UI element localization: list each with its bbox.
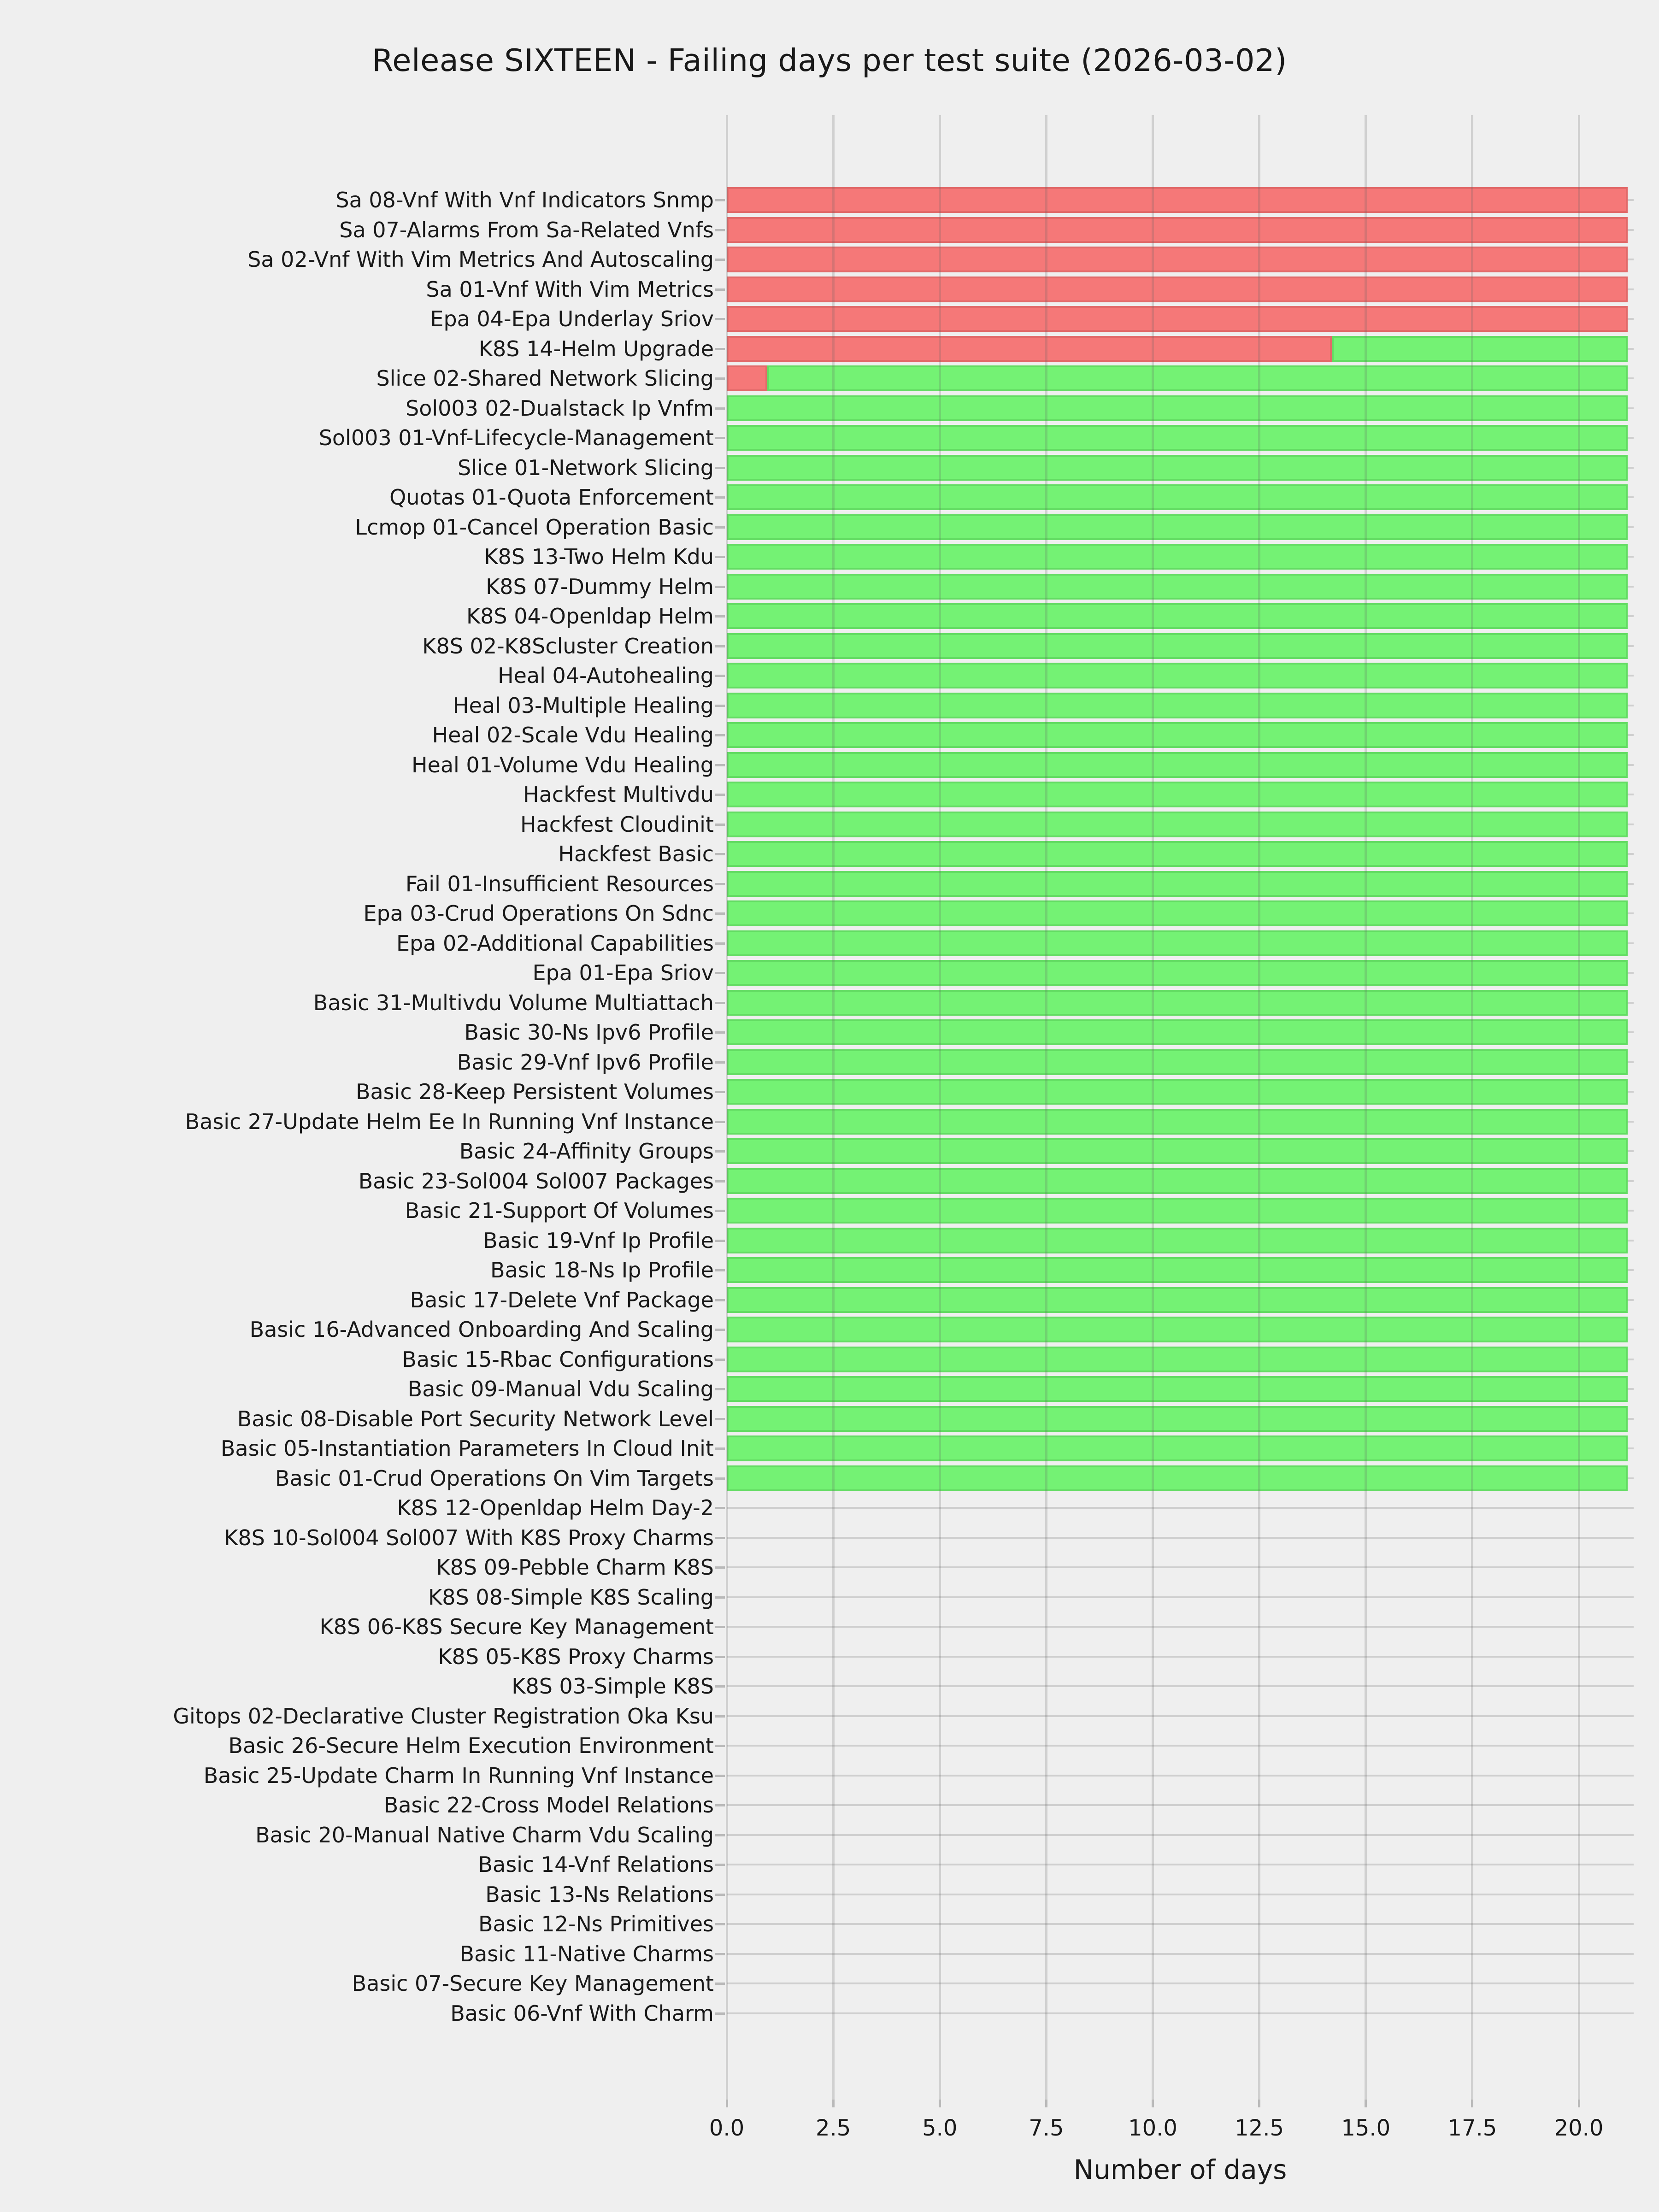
y-tick [715, 942, 725, 945]
x-tick-label: 5.0 [922, 2115, 958, 2141]
y-tick [715, 1566, 725, 1569]
bar-passing-segment [727, 1376, 1628, 1402]
bar-passing-segment [767, 365, 1628, 391]
suite-label: Heal 01-Volume Vdu Healing [411, 752, 714, 777]
suite-label: Basic 21-Support Of Volumes [405, 1198, 714, 1223]
suite-row [247, 245, 1634, 275]
gridline-vertical [1258, 115, 1260, 2100]
y-tick [715, 764, 725, 766]
suite-row [402, 1345, 1634, 1375]
suite-row [459, 1136, 1634, 1166]
suite-row [520, 810, 1634, 840]
x-tick [1578, 2100, 1580, 2107]
suite-row [396, 929, 1634, 959]
y-tick [715, 199, 725, 201]
suite-label: K8S 08-Simple K8S Scaling [428, 1584, 714, 1610]
y-tick [715, 1121, 725, 1123]
suite-label: Fail 01-Insufficient Resources [405, 871, 714, 896]
suite-row [224, 1523, 1634, 1553]
gridline-vertical [1152, 115, 1154, 2100]
bar-passing-segment [727, 1109, 1628, 1135]
suite-row [432, 720, 1634, 750]
y-tick [715, 705, 725, 707]
y-tick [715, 1299, 725, 1301]
bar-passing-segment [727, 633, 1628, 659]
gridline-vertical [832, 115, 835, 2100]
y-tick [715, 1596, 725, 1599]
x-tick-label: 0.0 [709, 2115, 745, 2141]
y-tick [715, 1804, 725, 1806]
y-tick [715, 1537, 725, 1539]
y-tick [715, 1864, 725, 1866]
suite-row [376, 364, 1634, 394]
bar-passing-segment [727, 960, 1628, 986]
y-tick [715, 883, 725, 885]
suite-row [173, 1701, 1634, 1731]
y-tick [715, 1626, 725, 1628]
suite-label: Basic 18-Ns Ip Profile [490, 1258, 714, 1282]
suite-label: Basic 28-Keep Persistent Volumes [355, 1079, 714, 1104]
suite-label: Basic 25-Update Charm In Running Vnf Instance [203, 1763, 714, 1788]
bar-passing-segment [727, 1079, 1628, 1105]
suite-label: Basic 14-Vnf Relations [478, 1852, 714, 1877]
y-tick [715, 1507, 725, 1509]
y-tick [715, 1656, 725, 1658]
suite-row [532, 958, 1634, 988]
suite-row [355, 1077, 1634, 1107]
bar-failing-segment [727, 365, 767, 391]
suite-label: K8S 07-Dummy Helm [486, 574, 714, 599]
x-tick-label: 10.0 [1128, 2115, 1177, 2141]
suite-label: K8S 03-Simple K8S [512, 1674, 714, 1699]
suite-label: Basic 27-Update Helm Ee In Running Vnf Instance [185, 1109, 714, 1134]
suite-row [406, 394, 1634, 424]
suite-label: Basic 01-Crud Operations On Vim Targets [275, 1465, 714, 1491]
y-tick [715, 1983, 725, 1985]
suite-row [275, 1464, 1634, 1494]
x-axis-label: Number of days [1073, 2154, 1287, 2185]
x-tick-label: 15.0 [1341, 2115, 1391, 2141]
suite-row [464, 1018, 1634, 1047]
bar-passing-segment [727, 544, 1628, 570]
suite-label: Basic 30-Ns Ipv6 Profile [464, 1020, 714, 1045]
suite-row [352, 1969, 1634, 1999]
bar-passing-segment [727, 455, 1628, 481]
y-tick [715, 645, 725, 647]
suite-row [558, 839, 1634, 869]
suite-label: K8S 02-K8Scluster Creation [422, 633, 714, 659]
suite-label: Epa 01-Epa Sriov [532, 960, 714, 985]
suite-label: Basic 16-Advanced Onboarding And Scaling [249, 1317, 714, 1342]
bar-passing-segment [727, 1049, 1628, 1075]
suite-label: K8S 10-Sol004 Sol007 With K8S Proxy Charms [224, 1525, 714, 1550]
x-tick [726, 2100, 728, 2107]
y-tick [715, 496, 725, 499]
suite-row [490, 1255, 1634, 1285]
suite-row [220, 1434, 1634, 1464]
suite-row [255, 1820, 1634, 1850]
y-tick [715, 288, 725, 291]
suite-label: Basic 15-Rbac Configurations [402, 1347, 714, 1372]
suite-label: Basic 24-Affinity Groups [459, 1139, 714, 1164]
x-tick [1152, 2100, 1154, 2107]
suite-row [185, 1107, 1634, 1137]
y-tick [715, 1745, 725, 1747]
bar-passing-segment [727, 1019, 1628, 1045]
suite-row [249, 1315, 1634, 1345]
y-tick [715, 1715, 725, 1718]
suite-row [457, 1047, 1634, 1077]
suite-label: K8S 13-Two Helm Kdu [484, 544, 714, 569]
suite-label: Basic 05-Instantiation Parameters In Cloud Init [220, 1436, 714, 1461]
suite-label: K8S 06-K8S Secure Key Management [319, 1614, 714, 1639]
y-tick [715, 377, 725, 380]
bar-failing-segment [727, 336, 1332, 362]
suite-label: K8S 09-Pebble Charm K8S [436, 1555, 714, 1580]
suite-row [486, 572, 1634, 602]
y-tick [715, 972, 725, 974]
bar-passing-segment [727, 603, 1628, 629]
suite-label: Epa 03-Crud Operations On Sdnc [363, 901, 714, 926]
y-tick [715, 675, 725, 677]
suite-label: Basic 31-Multivdu Volume Multiattach [313, 990, 714, 1015]
bar-passing-segment [727, 722, 1628, 748]
suite-row [459, 1939, 1634, 1969]
bar-failing-segment [727, 187, 1628, 213]
y-tick [715, 1418, 725, 1420]
suite-row [430, 304, 1634, 334]
suite-label: K8S 12-Openldap Helm Day-2 [397, 1495, 714, 1520]
suite-row [478, 334, 1634, 364]
suite-row [498, 661, 1634, 691]
suite-row [450, 1999, 1634, 2029]
suite-row [335, 185, 1634, 215]
suite-row [458, 453, 1634, 483]
suite-row [485, 1880, 1634, 1910]
plot-area [173, 115, 1634, 2185]
suite-label: Heal 03-Multiple Healing [453, 693, 714, 718]
suite-row [512, 1671, 1634, 1701]
suite-row [405, 869, 1634, 899]
y-tick [715, 912, 725, 915]
y-tick [715, 556, 725, 558]
x-tick [939, 2100, 941, 2107]
suite-row [428, 1583, 1634, 1612]
suite-label: Quotas 01-Quota Enforcement [389, 485, 714, 510]
bar-passing-segment [1332, 336, 1628, 362]
suite-row [438, 1642, 1634, 1672]
y-tick [715, 1091, 725, 1093]
suite-row [389, 482, 1634, 512]
suite-row [397, 1493, 1634, 1523]
y-tick [715, 259, 725, 261]
suite-row [237, 1404, 1634, 1434]
y-tick [715, 1775, 725, 1777]
y-tick [715, 1447, 725, 1450]
suite-label: K8S 14-Helm Upgrade [478, 336, 714, 361]
bar-failing-segment [727, 306, 1628, 332]
suite-label: Basic 13-Ns Relations [485, 1882, 714, 1907]
suite-row [318, 423, 1634, 453]
suite-row [436, 1553, 1634, 1583]
y-tick [715, 1953, 725, 1955]
suite-label: Epa 02-Additional Capabilities [396, 930, 714, 956]
suite-label: Basic 29-Vnf Ipv6 Profile [457, 1049, 714, 1075]
bar-passing-segment [727, 1287, 1628, 1313]
bar-passing-segment [727, 1257, 1628, 1283]
bar-passing-segment [727, 990, 1628, 1016]
y-tick [715, 615, 725, 618]
x-tick [1365, 2100, 1367, 2107]
y-tick [715, 1359, 725, 1361]
y-tick [715, 824, 725, 826]
y-tick [715, 526, 725, 529]
suite-label: Lcmop 01-Cancel Operation Basic [355, 514, 714, 540]
y-tick [715, 1150, 725, 1153]
suite-row [426, 275, 1634, 305]
suite-label: Basic 12-Ns Primitives [478, 1912, 714, 1936]
gridline-vertical [1471, 115, 1473, 2100]
y-tick [715, 2012, 725, 2015]
y-tick [715, 318, 725, 320]
x-tick-label: 2.5 [815, 2115, 851, 2141]
suite-row [407, 1374, 1634, 1404]
x-tick [1258, 2100, 1260, 2107]
y-tick [715, 1061, 725, 1064]
suite-row [466, 601, 1634, 631]
bar-passing-segment [727, 812, 1628, 837]
y-tick [715, 1210, 725, 1212]
suite-row [483, 1226, 1634, 1256]
suite-row [383, 1790, 1634, 1820]
bar-passing-segment [727, 1317, 1628, 1342]
suite-row [453, 691, 1634, 721]
y-tick [715, 229, 725, 231]
suite-label: Sa 01-Vnf With Vim Metrics [426, 276, 714, 302]
y-tick [715, 467, 725, 469]
suite-row [523, 780, 1634, 810]
x-tick-label: 12.5 [1235, 2115, 1284, 2141]
gridline-vertical [1045, 115, 1047, 2100]
y-tick [715, 1685, 725, 1688]
bar-passing-segment [727, 1168, 1628, 1194]
suite-row [358, 1166, 1634, 1196]
y-tick [715, 1834, 725, 1836]
x-tick-label: 7.5 [1029, 2115, 1064, 2141]
bar-passing-segment [727, 1347, 1628, 1372]
bar-passing-segment [727, 930, 1628, 956]
y-tick [715, 407, 725, 410]
bar-passing-segment [727, 514, 1628, 540]
y-tick [715, 437, 725, 439]
bar-passing-segment [727, 1228, 1628, 1253]
bar-passing-segment [727, 841, 1628, 867]
y-tick [715, 853, 725, 855]
gridline-vertical [1578, 115, 1580, 2100]
y-tick [715, 586, 725, 588]
suite-row [411, 750, 1634, 780]
gridline-vertical [726, 115, 728, 2100]
bar-passing-segment [727, 900, 1628, 926]
suite-label: Hackfest Cloudinit [520, 812, 714, 837]
y-tick [715, 1269, 725, 1271]
chart-title: Release SIXTEEN - Failing days per test suite (2026-03-02) [372, 42, 1287, 78]
bar-failing-segment [727, 217, 1628, 243]
bar-failing-segment [727, 276, 1628, 302]
bar-passing-segment [727, 782, 1628, 807]
gridline-vertical [1365, 115, 1367, 2100]
suite-row [478, 1909, 1634, 1939]
y-tick [715, 794, 725, 796]
suite-row [422, 631, 1634, 661]
suite-label: Basic 11-Native Charms [459, 1941, 714, 1966]
bar-failing-segment [727, 247, 1628, 272]
bar-passing-segment [727, 1138, 1628, 1164]
suite-label: Sa 02-Vnf With Vim Metrics And Autoscaling [247, 247, 714, 272]
y-tick [715, 1180, 725, 1182]
suite-row [478, 1850, 1634, 1880]
bar-passing-segment [727, 1198, 1628, 1224]
bar-passing-segment [727, 574, 1628, 600]
suite-row [405, 1196, 1634, 1226]
y-tick [715, 1894, 725, 1896]
bar-passing-segment [727, 752, 1628, 778]
bar-passing-segment [727, 871, 1628, 897]
suite-row [313, 988, 1634, 1018]
y-tick [715, 1031, 725, 1034]
suite-label: K8S 05-K8S Proxy Charms [438, 1644, 714, 1669]
x-tick [832, 2100, 835, 2107]
suite-label: Sol003 02-Dualstack Ip Vnfm [406, 395, 714, 421]
bar-passing-segment [727, 1406, 1628, 1432]
suite-label: Hackfest Multivdu [523, 782, 714, 807]
suite-row [339, 215, 1634, 245]
suite-row [484, 542, 1634, 572]
suite-label: Basic 06-Vnf With Charm [450, 2000, 714, 2026]
suite-row [363, 899, 1634, 929]
suite-row [203, 1761, 1634, 1791]
x-tick [1045, 2100, 1047, 2107]
gridline-vertical [939, 115, 941, 2100]
suite-row [319, 1612, 1634, 1642]
x-tick-label: 17.5 [1447, 2115, 1497, 2141]
bar-passing-segment [727, 425, 1628, 451]
suite-label: Slice 02-Shared Network Slicing [376, 366, 714, 391]
bar-passing-segment [727, 693, 1628, 718]
suite-label: Hackfest Basic [558, 841, 714, 866]
y-tick [715, 1923, 725, 1925]
suite-label: Sa 08-Vnf With Vnf Indicators Snmp [335, 188, 714, 212]
bar-passing-segment [727, 395, 1628, 421]
y-tick [715, 1477, 725, 1480]
x-tick-label: 20.0 [1554, 2115, 1604, 2141]
bar-passing-segment [727, 1435, 1628, 1461]
suite-label: Basic 08-Disable Port Security Network Level [237, 1406, 714, 1431]
y-tick [715, 1329, 725, 1331]
suite-label: K8S 04-Openldap Helm [466, 604, 714, 629]
suite-label: Sol003 01-Vnf-Lifecycle-Management [318, 425, 714, 450]
suite-label: Basic 09-Manual Vdu Scaling [407, 1377, 714, 1401]
suite-label: Heal 02-Scale Vdu Healing [432, 723, 714, 747]
suite-label: Basic 20-Manual Native Charm Vdu Scaling [255, 1822, 714, 1847]
suite-label: Gitops 02-Declarative Cluster Registration Oka Ksu [173, 1703, 714, 1729]
suite-label: Heal 04-Autohealing [498, 663, 714, 688]
suite-row [410, 1285, 1634, 1315]
bar-passing-segment [727, 484, 1628, 510]
y-tick [715, 1240, 725, 1242]
suite-label: Basic 26-Secure Helm Execution Environment [228, 1733, 714, 1758]
suite-label: Sa 07-Alarms From Sa-Related Vnfs [339, 217, 714, 242]
suite-label: Basic 17-Delete Vnf Package [410, 1287, 714, 1312]
suite-label: Basic 19-Vnf Ip Profile [483, 1228, 714, 1253]
suite-label: Slice 01-Network Slicing [458, 455, 714, 480]
y-tick [715, 1002, 725, 1004]
bar-passing-segment [727, 1465, 1628, 1491]
suite-label: Basic 23-Sol004 Sol007 Packages [358, 1168, 714, 1194]
suite-row [228, 1731, 1634, 1761]
suite-label: Basic 07-Secure Key Management [352, 1971, 714, 1996]
y-tick [715, 734, 725, 736]
suite-label: Epa 04-Epa Underlay Sriov [430, 306, 714, 331]
suite-row [355, 512, 1634, 542]
x-tick [1471, 2100, 1473, 2107]
y-tick [715, 348, 725, 350]
y-tick [715, 1388, 725, 1390]
bar-passing-segment [727, 663, 1628, 688]
suite-label: Basic 22-Cross Model Relations [383, 1793, 714, 1818]
